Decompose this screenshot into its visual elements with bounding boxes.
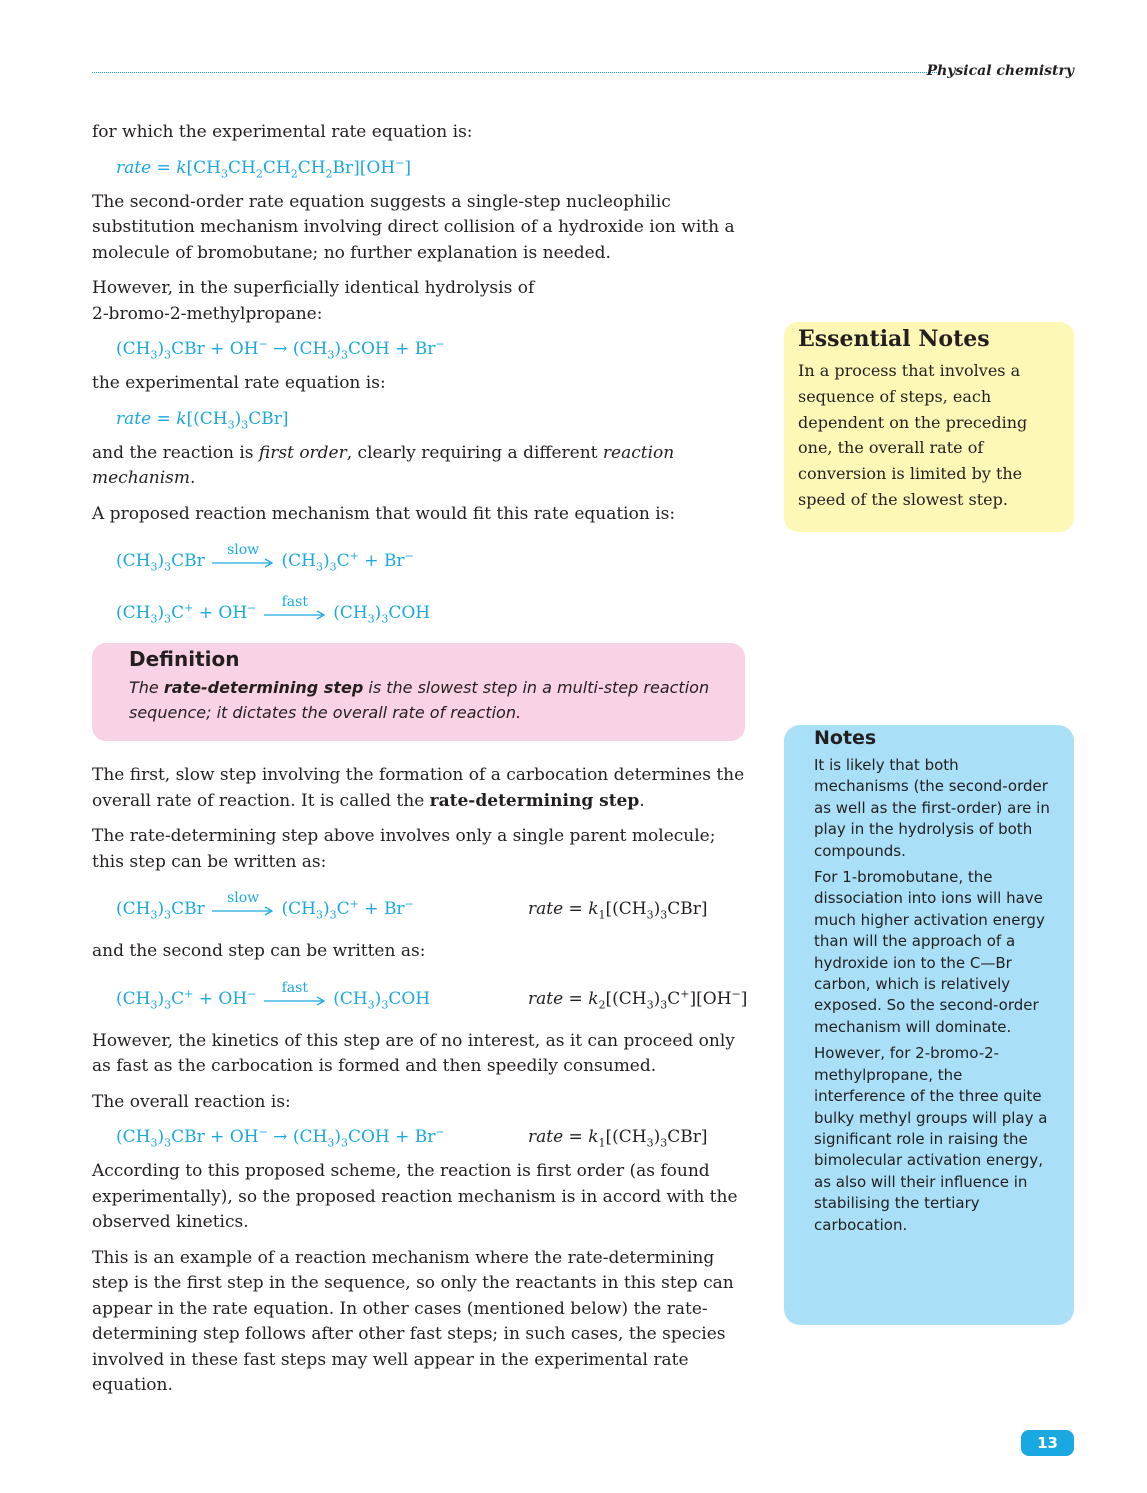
mechanism-step-slow: $(CH_3)_3CBr$ slow $(CH_3)_3C^+ + Br^-$ (116, 542, 414, 574)
essential-notes-heading: Essential Notes (798, 326, 990, 352)
essential-notes-text: In a process that involves a sequence of steps, each dependent on the preceding one, the overall rate of conversion is limited by the speed of the slowest step. (798, 361, 1028, 509)
paragraph: The overall reaction is: (92, 1091, 291, 1112)
slow-arrow: slow (212, 556, 274, 566)
paragraph: The first, slow step involving the formation of a carbocation determines the overall rate of reaction. It is called the rate-determining step. (92, 765, 745, 811)
step2-with-rate: $(CH_3)_3C^+ + OH^-$ fast $(CH_3)_3COH$ rate = $k_2[(CH_3)_3C^+][OH^-]$ (116, 979, 748, 1011)
definition-text: The rate-determining step is the slowest step in a multi-step reaction sequence; it dictates the overall rate of reaction. (129, 678, 710, 722)
paragraph: the experimental rate equation is: (92, 373, 386, 393)
rate-law-step1: rate = $k_1[(CH_3)_3CBr]$ (528, 899, 708, 922)
slow-arrow: slow (212, 904, 274, 914)
paragraph: for which the experimental rate equation is: (92, 122, 473, 142)
fast-arrow: fast (264, 608, 326, 618)
paragraph: The rate-determining step above involves only a single parent molecule; this step can be written as: (92, 826, 716, 872)
notes-box (784, 725, 1074, 1325)
rate-equation-methylpropane: rate = $k[(CH_3)_3CBr]$ (116, 408, 289, 431)
paragraph: A proposed reaction mechanism that would fit this rate equation is: (92, 503, 676, 524)
paragraph: The second-order rate equation suggests a single-step nucleophilic substitution mechanism involving direct collision of a hydroxide ion with a molecule of bromobutane; no further explanation is needed. (92, 191, 735, 263)
paragraph: and the reaction is first order, clearly requiring a different reaction mechanism. (92, 442, 675, 488)
rate-law-step2: rate = $k_2[(CH_3)_3C^+][OH^-]$ (528, 986, 748, 1011)
definition-box (92, 643, 745, 741)
mechanism-step-fast: $(CH_3)_3C^+ + OH^-$ fast $(CH_3)_3COH$ (116, 594, 431, 626)
hydrolysis-equation: $(CH_3)_3CBr + OH^- \to (CH_3)_3COH + Br^-$ (116, 337, 445, 362)
paragraph: However, the kinetics of this step are of no interest, as it can proceed only as fast as the carbocation is formed and then speedily consumed. (92, 1030, 735, 1076)
main-column (92, 120, 752, 1409)
definition-heading: Definition (129, 647, 240, 671)
overall-reaction: $(CH_3)_3CBr + OH^- \to (CH_3)_3COH + Br^-$ rate = $k_1[(CH_3)_3CBr]$ (116, 1125, 708, 1150)
fast-arrow: fast (264, 994, 326, 1004)
paragraph: According to this proposed scheme, the reaction is first order (as found experimentally), so the proposed reaction mechanism is in accord with the observed kinetics. (92, 1161, 738, 1232)
step1-with-rate: $(CH_3)_3CBr$ slow $(CH_3)_3C^+ + Br^-$ rate = $k_1[(CH_3)_3CBr]$ (116, 890, 708, 922)
notes-heading: Notes (814, 727, 877, 749)
header-dotted-rule (92, 72, 937, 73)
paragraph: However, in the superficially identical hydrolysis of 2-bromo-2-methylpropane: (92, 278, 535, 324)
essential-notes-box (784, 322, 1074, 532)
paragraph: This is an example of a reaction mechanism where the rate-determining step is the first step in the sequence, so only the reactants in this step can appear in the rate equation. In other cases (mentioned below) the rate-determining step follows after other fast steps; in such cases, the species involved in these fast steps may well appear in the experimental rate equation. (92, 1247, 734, 1395)
notes-paragraph: However, for 2-bromo-2-methylpropane, the interference of the three quite bulky methyl groups will play a significant role in raising the bimolecular activation energy, as also will their influence in stabilising the tertiary carbocation. (814, 1044, 1048, 1234)
section-title: Physical chemistry (926, 63, 1074, 79)
paragraph: and the second step can be written as: (92, 941, 426, 961)
notes-paragraph: For 1-bromobutane, the dissociation into ions will have much higher activation energy than will the approach of a hydroxide ion to the C—Br carbon, which is relatively exposed. So the second-order mechanism will dominate. (814, 868, 1045, 1036)
page-number: 13 (1021, 1430, 1074, 1456)
rate-law-overall: rate = $k_1[(CH_3)_3CBr]$ (528, 1127, 708, 1150)
rate-equation-bromobutane: rate = $k[CH_3CH_2CH_2CH_2Br][OH^-]$ (116, 155, 412, 180)
notes-paragraph: It is likely that both mechanisms (the second-order as well as the first-order) are in play in the hydrolysis of both compounds. (814, 756, 1050, 860)
